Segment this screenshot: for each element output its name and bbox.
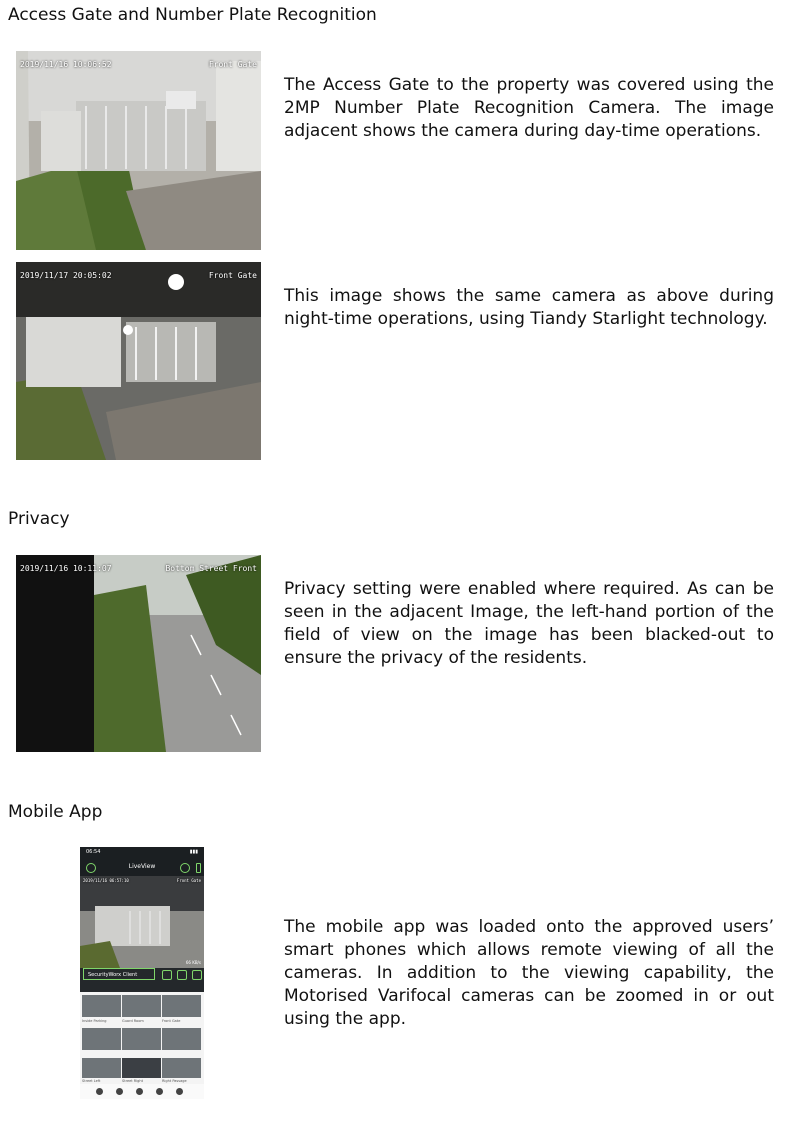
signal-icon: ▮▮▮ bbox=[189, 849, 198, 855]
playback-icon[interactable] bbox=[162, 970, 172, 980]
privacy-image-timestamp: 2019/11/16 10:11:07 bbox=[20, 564, 112, 573]
microphone-icon[interactable] bbox=[116, 1088, 123, 1095]
camera-tile[interactable] bbox=[122, 1058, 161, 1078]
camera-tile[interactable] bbox=[162, 1058, 201, 1078]
phone-title-bar bbox=[80, 858, 204, 876]
phone-live-timestamp: 2019/11/16 06:57:10 bbox=[83, 878, 129, 883]
tile-label: Inside Parking bbox=[82, 1019, 107, 1023]
record-icon[interactable] bbox=[177, 970, 187, 980]
night-camera-image bbox=[16, 262, 261, 460]
phone-live-view bbox=[80, 876, 204, 968]
tile-label: Guard Room bbox=[122, 1019, 144, 1023]
camera-icon[interactable] bbox=[96, 1088, 103, 1095]
camera-tile-grid bbox=[80, 992, 204, 1084]
phone-bitrate: 66 KB/s bbox=[185, 960, 201, 965]
section-heading-privacy: Privacy bbox=[8, 509, 70, 529]
tile-label: Front Gate bbox=[162, 1019, 181, 1023]
camera-tile[interactable] bbox=[82, 995, 121, 1017]
speaker-icon[interactable] bbox=[136, 1088, 143, 1095]
section-heading-access-gate: Access Gate and Number Plate Recognition bbox=[8, 5, 377, 25]
night-image-camera-name: Front Gate bbox=[208, 271, 257, 280]
phone-title: LiveView bbox=[128, 863, 156, 870]
day-image-camera-name: Front Gate bbox=[208, 60, 257, 69]
tile-label: Right Passage bbox=[162, 1079, 187, 1083]
ptz-icon[interactable] bbox=[156, 1088, 163, 1095]
phone-time: 06:54 bbox=[86, 849, 101, 855]
mobile-description: The mobile app was loaded onto the approved users’ smart phones which allows remote viewing of all the cameras. In addition to the viewing capability, the Motorised Varifocal cameras can be zoomed in or out using the app. bbox=[284, 917, 774, 1029]
privacy-camera-image bbox=[16, 555, 261, 752]
privacy-description: Privacy setting were enabled where required. As can be seen in the adjacent Image, the left-hand portion of the field of view on the image has been blacked-out to ensure the privacy of the residents. bbox=[284, 579, 774, 668]
camera-tile[interactable] bbox=[122, 995, 161, 1017]
snapshot-icon[interactable] bbox=[192, 970, 202, 980]
night-image-timestamp: 2019/11/17 20:05:02 bbox=[20, 271, 112, 280]
camera-tile[interactable] bbox=[162, 1028, 201, 1050]
tile-label: Street Left bbox=[82, 1079, 101, 1083]
day-camera-image bbox=[16, 51, 261, 250]
camera-tile[interactable] bbox=[122, 1028, 161, 1050]
more-icon bbox=[196, 863, 201, 873]
add-icon bbox=[180, 863, 190, 873]
mobile-app-screenshot bbox=[80, 847, 204, 1099]
camera-tile[interactable] bbox=[82, 1058, 121, 1078]
day-image-timestamp: 2019/11/16 10:06:52 bbox=[20, 60, 112, 69]
hd-icon[interactable] bbox=[176, 1088, 183, 1095]
section-heading-mobile-app: Mobile App bbox=[8, 802, 103, 822]
night-description: This image shows the same camera as above during night-time operations, using Tiandy Starlight technology. bbox=[284, 286, 774, 329]
camera-tile[interactable] bbox=[82, 1028, 121, 1050]
tile-label: Street Right bbox=[122, 1079, 143, 1083]
camera-tile[interactable] bbox=[162, 995, 201, 1017]
privacy-image-camera-name: Bottom Street Front bbox=[165, 564, 257, 573]
phone-bottom-nav bbox=[80, 1084, 204, 1099]
phone-status-bar bbox=[80, 847, 204, 858]
client-selector[interactable]: SecurityWorx Client bbox=[83, 968, 155, 980]
phone-live-camera: Front Gate bbox=[176, 878, 201, 883]
day-description: The Access Gate to the property was covered using the 2MP Number Plate Recognition Camera. The image adjacent shows the camera during day-time operations. bbox=[284, 75, 774, 141]
